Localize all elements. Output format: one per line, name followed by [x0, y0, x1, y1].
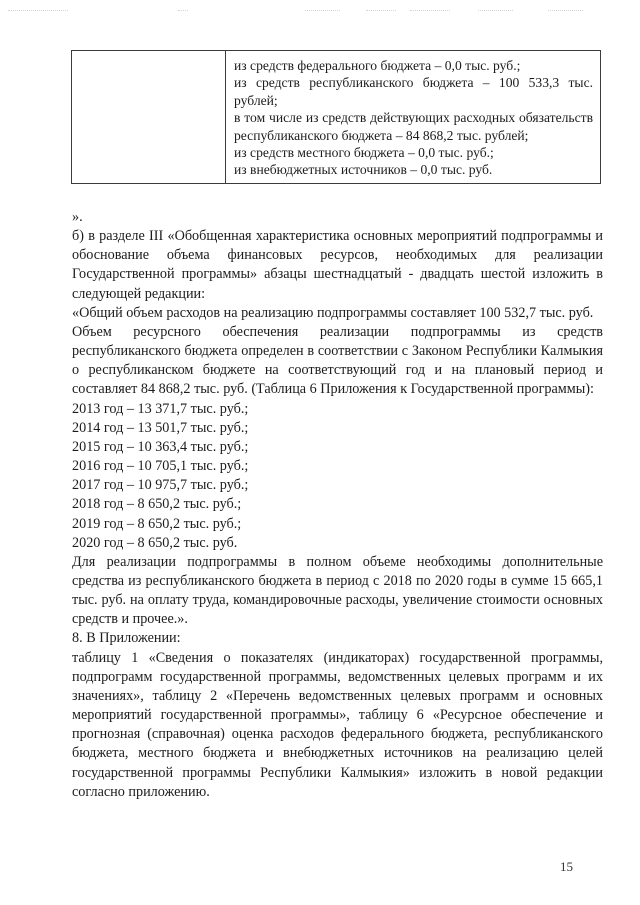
item-8-heading: 8. В Приложении: — [72, 630, 181, 647]
body-text — [72, 208, 603, 802]
paragraph-volume: Объем ресурсного обеспечения реализации подпрограммы из средств республиканского бюджета определен в соответствии с Законом Республики Калмыкия о республиканском бюджете на соответствующий год и на плановый период и составляет 84 868,2 тыс. руб. (Таблица 6 Приложения к Государственной программы): — [72, 323, 603, 398]
table-line: из средств местного бюджета – 0,0 тыс. руб.; — [234, 145, 494, 161]
year-line: 2016 год – 10 705,1 тыс. руб.; — [72, 458, 249, 475]
table-line: из средств федерального бюджета – 0,0 тыс. руб.; — [234, 58, 521, 73]
table-line: в том числе из средств действующих расходных обязательств республиканского бюджета – 84 868,2 тыс. рублей; — [234, 110, 593, 143]
closing-quote: ». — [72, 209, 83, 225]
year-line: 2013 год – 13 371,7 тыс. руб.; — [72, 400, 249, 417]
year-line: 2017 год – 10 975,7 тыс. руб.; — [72, 477, 249, 494]
year-line: 2015 год – 10 363,4 тыс. руб.; — [72, 438, 249, 455]
page-number: 15 — [560, 859, 573, 874]
table-line: из внебюджетных источников – 0,0 тыс. руб. — [234, 162, 493, 178]
table-line: из средств республиканского бюджета – 100 533,3 тыс. рублей; — [234, 75, 593, 108]
item-8-text: таблицу 1 «Сведения о показателях (индикаторах) государственной программы, подпрограмм государственной программы, ведомственных целевых программ и их значениях», таблицу 2 «Перечень ведомственных целевых программ и основных мероприятий государственной программы», таблицу 6 «Ресурсное обеспечение и прогнозная (справочная) оценка расходов федерального бюджета, республиканского бюджета, местного бюджета и внебюджетных источников на реализацию целей государственной программы Республики Калмыкия» изложить в новой редакции согласно приложению. — [72, 649, 603, 800]
paragraph-total: «Общий объем расходов на реализацию подпрограммы составляет 100 532,7 тыс. руб. — [72, 304, 594, 321]
year-line: 2014 год – 13 501,7 тыс. руб.; — [72, 419, 249, 436]
year-line: 2018 год – 8 650,2 тыс. руб.; — [72, 496, 242, 513]
scan-header-residue — [0, 10, 640, 18]
budget-table — [71, 50, 601, 184]
table-left-cell — [72, 51, 226, 184]
paragraph-b: б) в разделе III «Обобщенная характеристика основных мероприятий подпрограммы и обоснование объема финансовых ресурсов, необходимых для реализации Государственной программы» абзацы шестнадцатый - двадцать шестой изложить в следующей редакции: — [72, 228, 603, 302]
year-line: 2020 год – 8 650,2 тыс. руб. — [72, 534, 238, 551]
table-right-cell — [226, 51, 601, 184]
paragraph-additional: Для реализации подпрограммы в полном объеме необходимы дополнительные средства из республиканского бюджета в период с 2018 по 2020 годы в сумме 15 665,1 тыс. руб. на оплату труда, командировочные расходы, увеличение стоимости основных средств и прочее.». — [72, 553, 603, 628]
year-line: 2019 год – 8 650,2 тыс. руб.; — [72, 515, 242, 532]
table-row — [72, 51, 601, 184]
